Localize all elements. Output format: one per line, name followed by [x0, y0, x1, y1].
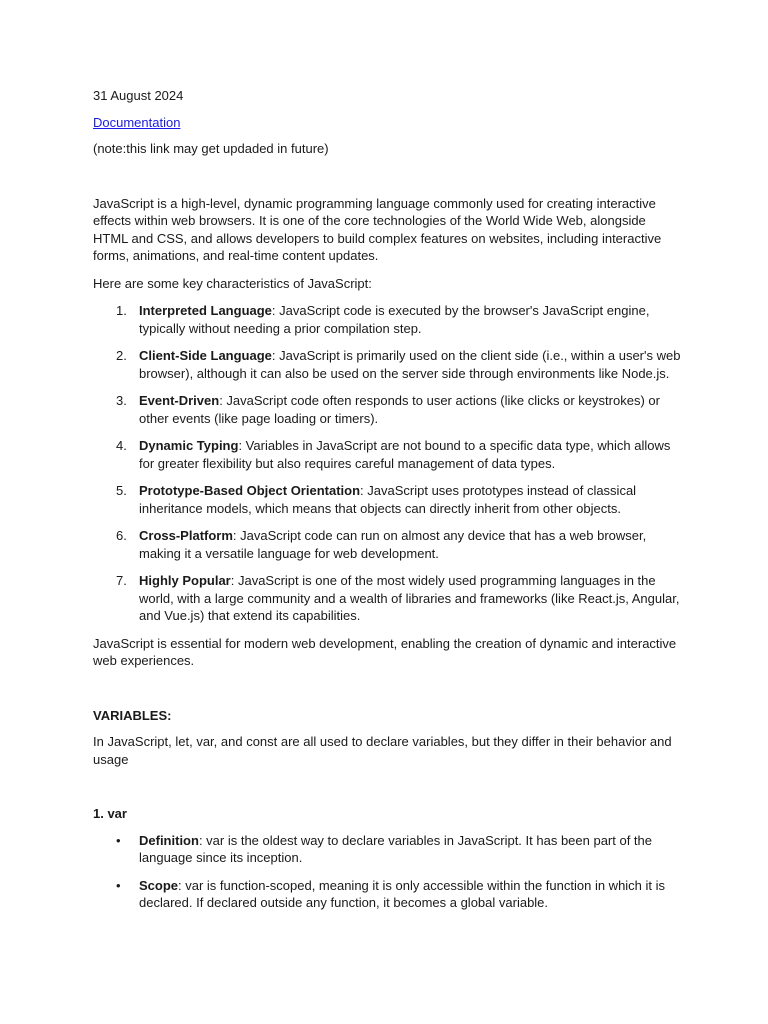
document-body — [93, 87, 683, 922]
list-number: 6. — [116, 528, 127, 543]
list-item — [93, 572, 683, 625]
closing-paragraph: JavaScript is essential for modern web development, enabling the creation of dynamic and interactive web experiences. — [93, 635, 677, 668]
list-item-desc: : JavaScript code is executed by the browser's JavaScript engine, typically without needing a prior compilation step. — [139, 303, 650, 336]
list-item-term: Client-Side Language — [139, 348, 272, 363]
list-item — [93, 877, 683, 912]
list-item-desc: : JavaScript is one of the most widely used programming languages in the world, with a large community and a wealth of libraries and frameworks (like React.js, Angular, and Vue.js) that extend its capabilities. — [139, 573, 680, 623]
var-bullet-list — [93, 832, 683, 912]
list-number: 3. — [116, 393, 127, 408]
list-item — [93, 832, 683, 867]
characteristics-lead: Here are some key characteristics of JavaScript: — [93, 275, 372, 291]
list-item-desc: : var is the oldest way to declare variables in JavaScript. It has been part of the language since its inception. — [139, 832, 653, 865]
variables-heading: VARIABLES: — [93, 707, 172, 723]
list-item-term: Event-Driven — [139, 393, 220, 408]
list-item-term: Definition — [139, 832, 199, 848]
link-note: (note:this link may get updaded in future) — [93, 141, 329, 156]
document-date: 31 August 2024 — [93, 88, 184, 103]
list-item-desc: : JavaScript code can run on almost any device that has a web browser, making it a versatile language for web development. — [139, 528, 647, 561]
list-item-desc: : var is function-scoped, meaning it is only accessible within the function in which it is declared. If declared outside any function, it becomes a global variable. — [139, 877, 666, 910]
list-item — [93, 527, 683, 562]
var-heading: 1. var — [93, 806, 127, 821]
list-item — [93, 392, 683, 427]
list-number: 2. — [116, 348, 127, 363]
list-number: 4. — [116, 438, 127, 453]
list-item — [93, 437, 683, 472]
list-item-term: Interpreted Language — [139, 303, 272, 318]
list-item-desc: : JavaScript is primarily used on the client side (i.e., within a user's web browser), although it can also be used on the server side through environments like Node.js. — [139, 348, 681, 381]
list-item-term: Cross-Platform — [139, 528, 233, 543]
list-item-desc: : JavaScript code often responds to user actions (like clicks or keystrokes) or other events (like page loading or timers). — [139, 393, 660, 426]
intro-paragraph: JavaScript is a high-level, dynamic programming language commonly used for creating interactive effects within web browsers. It is one of the core technologies of the World Wide Web, alongside HTML and CSS, and allows developers to build complex features on websites, including interactive forms, animations, and real-time content updates. — [93, 195, 662, 263]
list-item-term: Highly Popular — [139, 573, 231, 588]
list-number: 7. — [116, 573, 127, 588]
variables-intro: In JavaScript, let, var, and const are all used to declare variables, but they differ in their behavior and usage — [93, 734, 672, 767]
documentation-link[interactable]: Documentation — [93, 114, 181, 130]
list-item-desc: : Variables in JavaScript are not bound to a specific data type, which allows for greater flexibility but also requires careful management of data types. — [139, 438, 671, 471]
list-number: 5. — [116, 483, 127, 498]
characteristics-list — [93, 302, 683, 625]
list-item — [93, 347, 683, 382]
list-number: 1. — [116, 303, 127, 318]
bullet-icon: • — [116, 877, 121, 893]
list-item — [93, 482, 683, 517]
list-item — [93, 302, 683, 337]
list-item-desc: : JavaScript uses prototypes instead of classical inheritance models, which means that objects can directly inherit from other objects. — [139, 483, 637, 516]
list-item-term: Scope — [139, 877, 179, 893]
list-item-term: Prototype-Based Object Orientation — [139, 483, 361, 498]
list-item-term: Dynamic Typing — [139, 438, 239, 453]
bullet-icon: • — [116, 832, 121, 848]
